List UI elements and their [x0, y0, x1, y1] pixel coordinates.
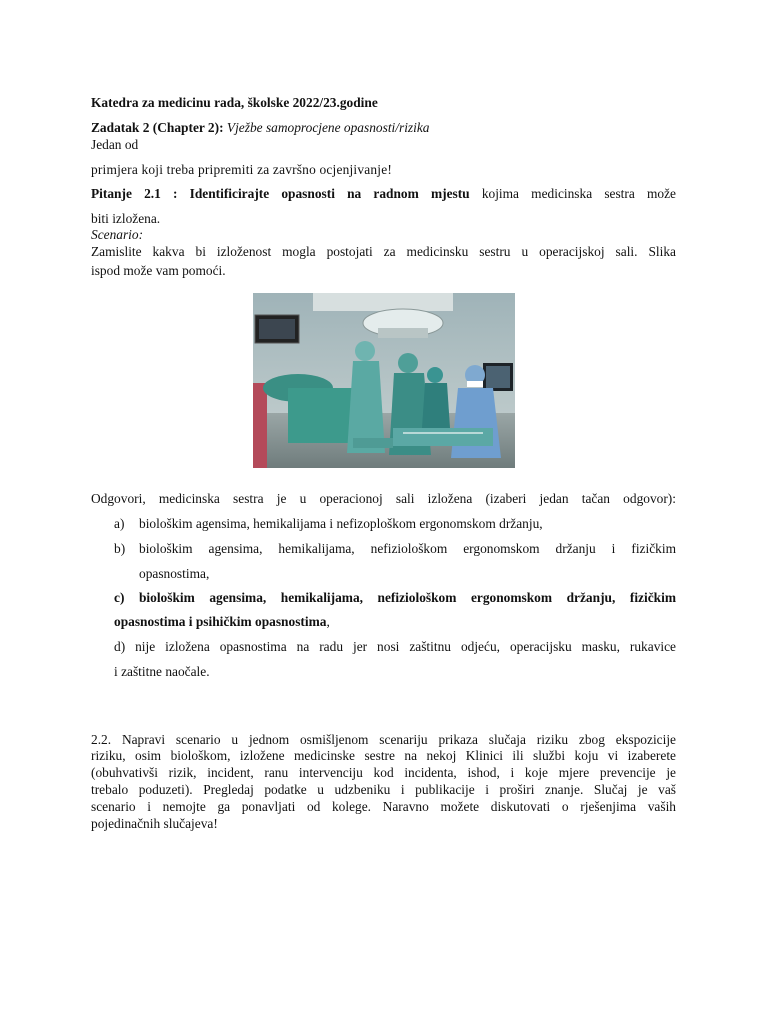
question-bold-text: Identificirajte opasnosti na radnom mjestu — [189, 186, 470, 201]
scenario-line1: Zamislite kakva bi izloženost mogla postojati za medicinsku sestru u operacijskoj sali. Slika — [91, 244, 676, 259]
section22-line1: 2.2. Napravi scenario u jednom osmišljenom scenariju prikaza slučaja riziku zbog ekspozicije — [91, 732, 676, 747]
section22-line6: pojedinačnih slučajeva! — [91, 816, 218, 831]
section22-line2: riziku, osim biološkom, izložene medicinske sestre na nekoj Klinici ili službi koju vi izaberete — [91, 748, 676, 763]
option-c-line2-tail: , — [326, 614, 330, 629]
department-heading: Katedra za medicinu rada, školske 2022/23.godine — [91, 95, 378, 110]
option-c-line1: c) biološkim agensima, hemikalijama, nefiziološkom ergonomskom držanju, fizičkim — [114, 590, 676, 605]
scenario-line2: ispod može vam pomoći. — [91, 263, 226, 278]
option-c-line2 — [114, 614, 676, 630]
section22-line4: trebalo poduzeti). Pregledaj podatke u udzbeniku i publikacije i proširi znanje. Slučaj je vaš — [91, 782, 676, 797]
option-d-line1: d) nije izložena opasnostima na radu jer nosi zaštitnu odjeću, operacijsku masku, rukavice — [114, 639, 676, 654]
option-a-text: biološkim agensima, hemikalijama i nefizoploškom ergonomskom držanju, — [139, 516, 543, 531]
task-label: Zadatak 2 (Chapter 2): — [91, 120, 224, 135]
scenario-label: Scenario: — [91, 227, 144, 242]
task-note-line2: primjera koji treba pripremiti za završno ocjenjivanje! — [91, 162, 393, 177]
question-label: Pitanje 2.1 : — [91, 186, 178, 201]
option-b-marker: b) — [114, 541, 126, 556]
question-line1 — [91, 186, 676, 202]
section22-line5: scenario i nemojte ga ponavljati od kolege. Naravno možete diskutovati o rješenjima vaših — [91, 799, 676, 814]
operating-room-illustration — [253, 293, 515, 468]
option-b-line2: opasnostima, — [139, 566, 210, 581]
option-c-line2-bold: opasnostima i psihičkim opasnostima — [114, 614, 327, 629]
operating-room-photo — [253, 293, 515, 468]
task-title: Vježbe samoprocjene opasnosti/rizika — [226, 120, 430, 135]
option-a-marker: a) — [114, 516, 125, 531]
question-line2: biti izložena. — [91, 211, 161, 226]
option-d-line2: i zaštitne naočale. — [114, 664, 210, 679]
question-rest: kojima medicinska sestra može — [481, 186, 676, 201]
option-b-line1: biološkim agensima, hemikalijama, nefiziološkom ergonomskom držanju i fizičkim — [139, 541, 676, 556]
task-note-line1: Jedan od — [91, 137, 139, 152]
answers-intro: Odgovori, medicinska sestra je u operacionoj sali izložena (izaberi jedan tačan odgovor): — [91, 491, 676, 506]
task-heading — [91, 120, 676, 136]
section22-line3: (obuhvativši rizik, incident, ranu intervenciju kod incidenta, ishod, i koje mjere prevencije je — [91, 765, 676, 780]
